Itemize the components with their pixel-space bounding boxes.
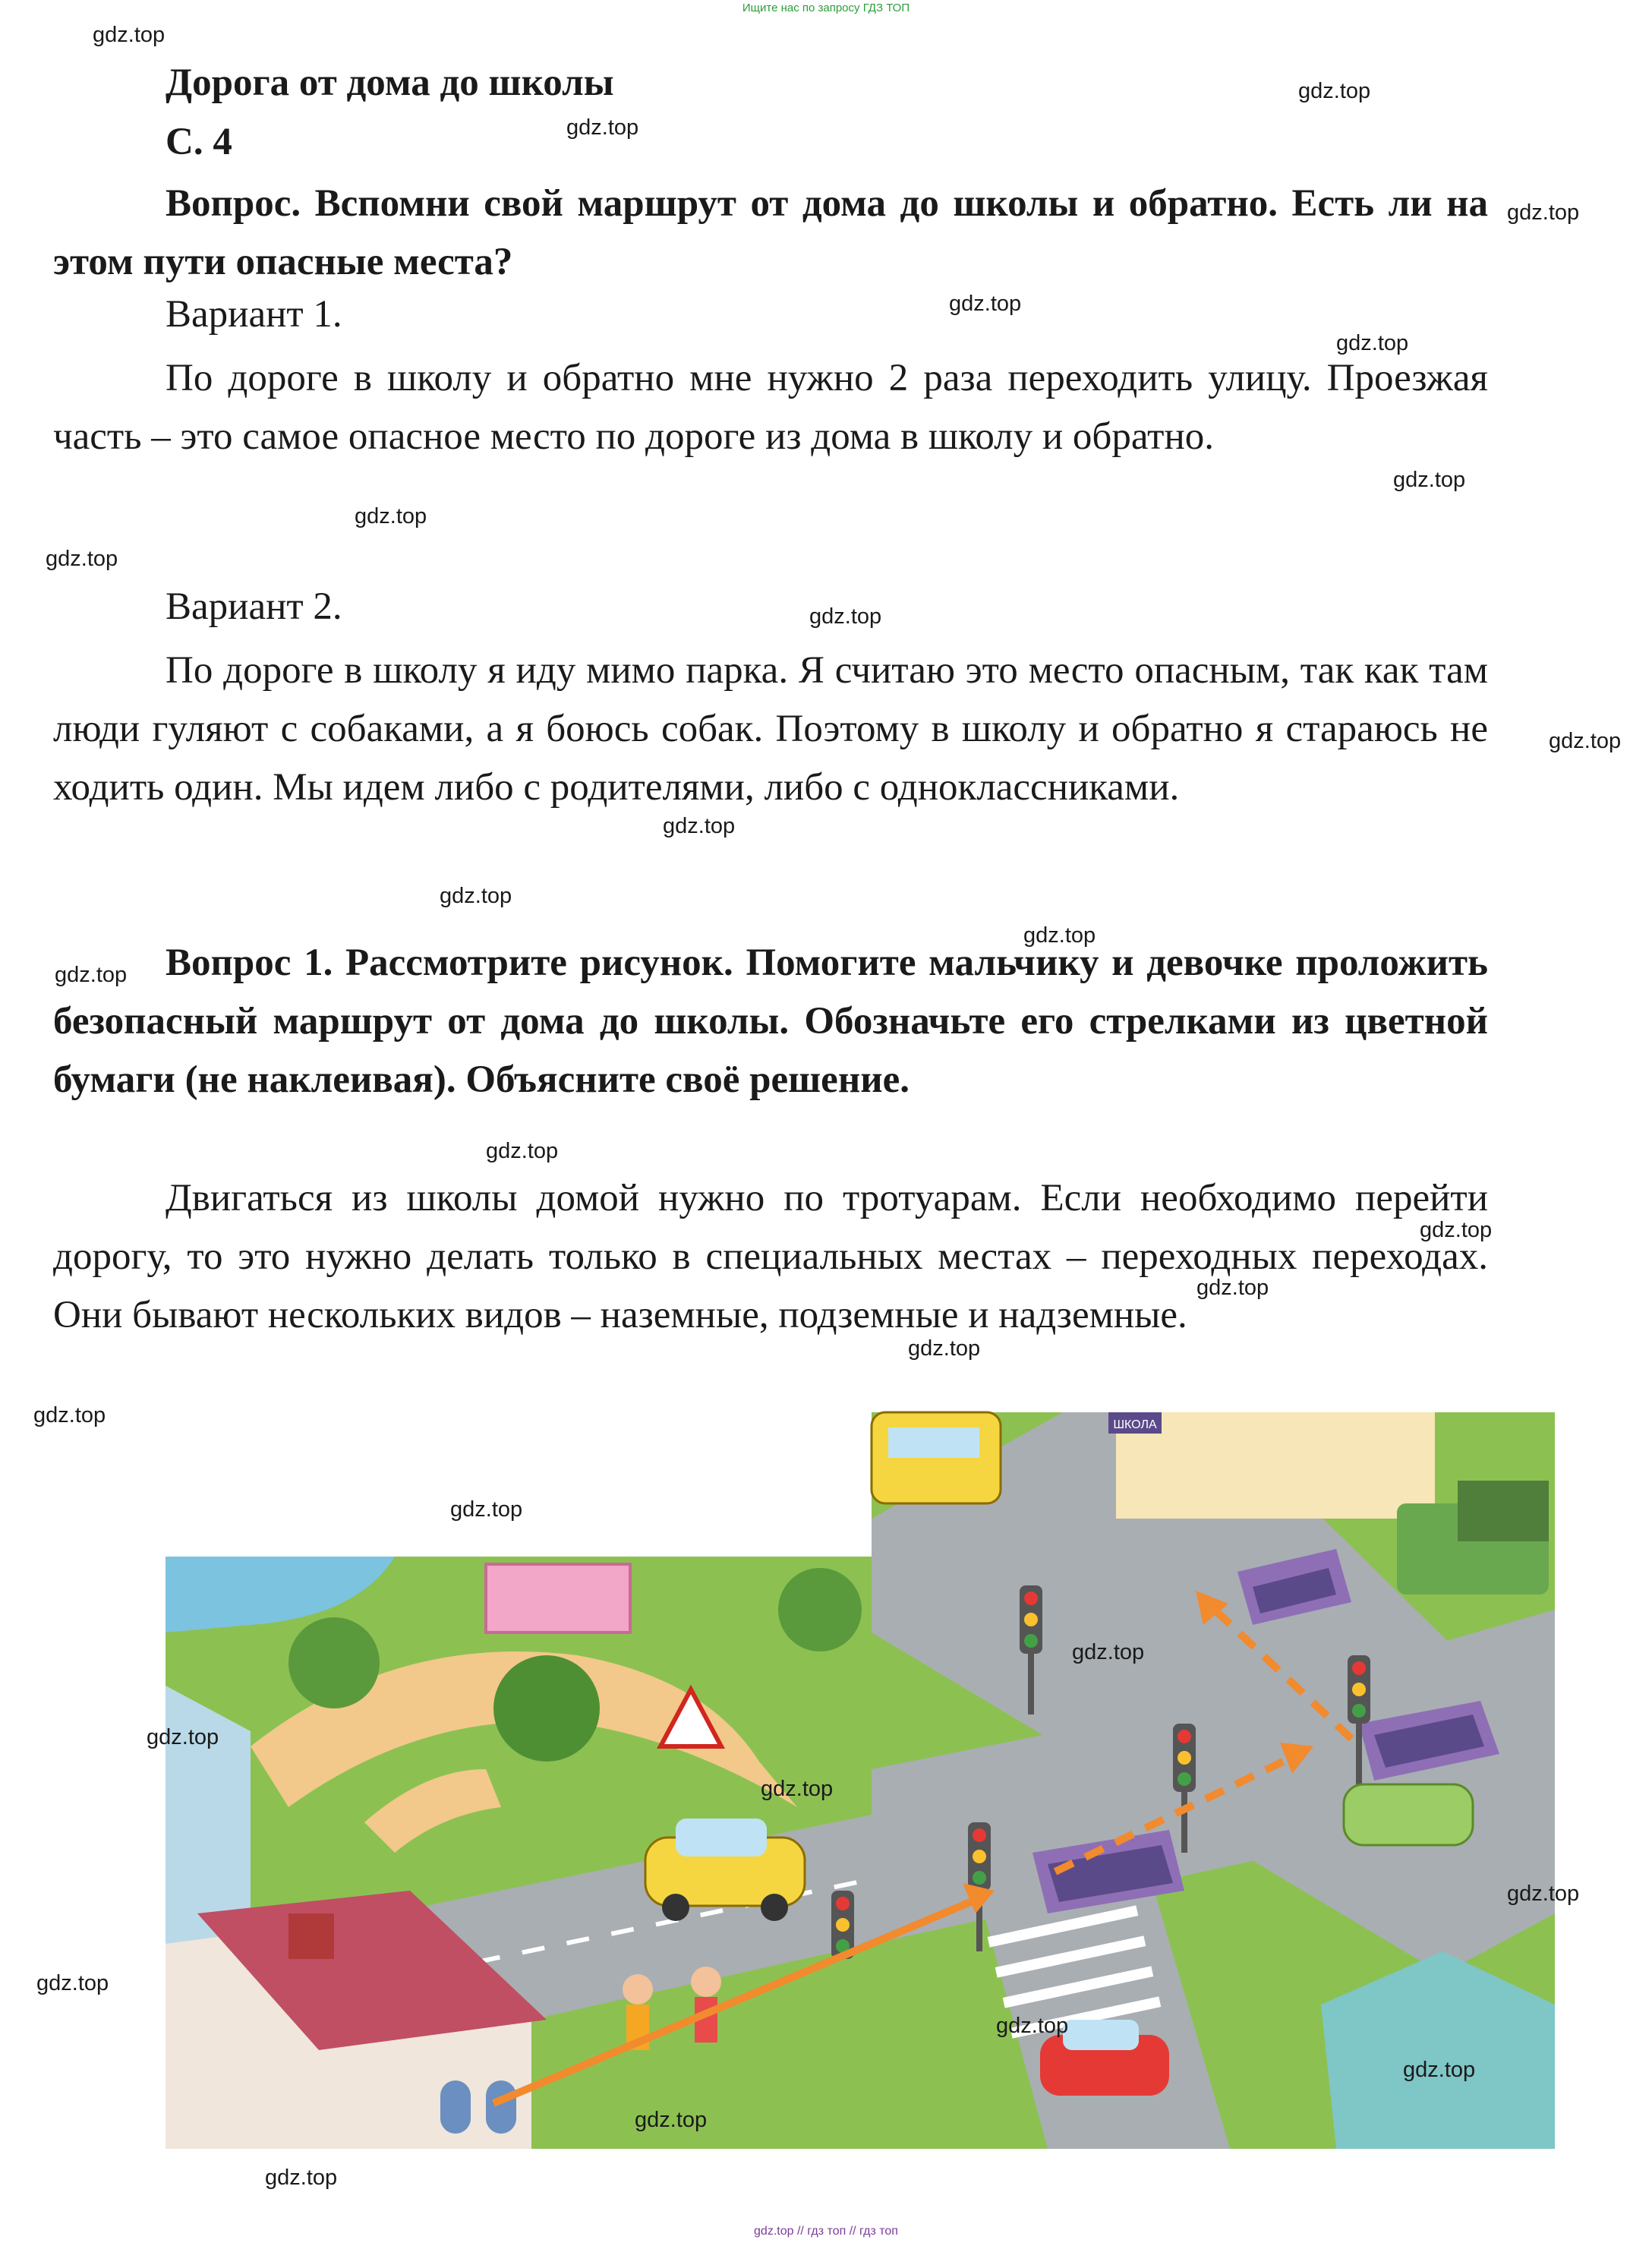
variant-2-text: По дороге в школу я иду мимо парка. Я считаю это место опасным, так как там люди гуляют с собаками, а я боюсь собак. Поэтому в школу и обратно я стараюсь не ходить один. Мы идем либо с родителями, либо с одноклассниками. [53, 649, 1488, 809]
answer-1: Двигаться из школы домой нужно по тротуарам. Если необходимо перейти дорогу, то это нужно делать только в специальных местах – переходных переходах. Они бывают нескольких видов – наземные, подземные и надземные. [53, 1177, 1488, 1336]
watermark: gdz.top [1023, 923, 1096, 948]
watermark: gdz.top [1507, 200, 1580, 225]
watermark: gdz.top [147, 1725, 219, 1749]
watermark: gdz.top [265, 2166, 338, 2190]
park-wall [486, 1564, 630, 1632]
page-title: Дорога от дома до школы [166, 62, 614, 104]
watermark: gdz.top [1336, 331, 1409, 355]
watermark: gdz.top [450, 1497, 523, 1522]
watermark: gdz.top [1403, 2058, 1476, 2082]
school-building [1116, 1412, 1435, 1519]
watermark: gdz.top [663, 814, 736, 838]
watermark: gdz.top [33, 1403, 106, 1427]
watermark: gdz.top [93, 23, 166, 47]
bottom-note: gdz.top // гдз топ // гдз топ [754, 2225, 898, 2238]
watermark: gdz.top [635, 2108, 708, 2132]
park-panel [166, 1557, 872, 2149]
watermark: gdz.top [486, 1139, 559, 1163]
watermark: gdz.top [1549, 729, 1622, 753]
watermark: gdz.top [1196, 1276, 1269, 1300]
watermark: gdz.top [46, 547, 118, 571]
variant-1-label: Вариант 1. [166, 293, 342, 336]
crossroads-panel [831, 1412, 1555, 2149]
watermark: gdz.top [1072, 1640, 1145, 1664]
watermark: gdz.top [761, 1777, 834, 1801]
chimney [288, 1913, 334, 1959]
watermark: gdz.top [1298, 79, 1371, 103]
school-sign: ШКОЛА [1113, 1418, 1157, 1431]
green-car [1344, 1784, 1473, 1845]
watermark: gdz.top [566, 115, 639, 140]
watermark: gdz.top [1420, 1218, 1493, 1242]
question-intro: Вопрос. Вспомни свой маршрут от дома до школы и обратно. Есть ли на этом пути опасные места? [53, 182, 1488, 283]
watermark: gdz.top [996, 2014, 1069, 2038]
watermark: gdz.top [908, 1336, 981, 1361]
yellow-bus [872, 1412, 1001, 1503]
watermark: gdz.top [440, 884, 512, 908]
watermark: gdz.top [55, 963, 128, 987]
watermark: gdz.top [36, 1971, 109, 1995]
watermark: gdz.top [355, 504, 427, 528]
top-note: Ищите нас по запросу ГДЗ ТОП [742, 2, 910, 14]
question-1: Вопрос 1. Рассмотрите рисунок. Помогите мальчику и девочке проложить безопасный маршрут от дома до школы. Обозначьте его стрелками из цветной бумаги (не наклеивая). Объясните своё решение. [53, 942, 1488, 1101]
variant-2-label: Вариант 2. [166, 585, 342, 628]
watermark: gdz.top [949, 292, 1022, 316]
page-reference: С. 4 [166, 121, 232, 163]
watermark: gdz.top [1393, 468, 1466, 492]
variant-1-text: По дороге в школу и обратно мне нужно 2 раза переходить улицу. Проезжая часть – это самое опасное место по дороге из дома в школу и обратно. [53, 357, 1488, 458]
watermark: gdz.top [1507, 1882, 1580, 1906]
watermark: gdz.top [809, 604, 882, 629]
